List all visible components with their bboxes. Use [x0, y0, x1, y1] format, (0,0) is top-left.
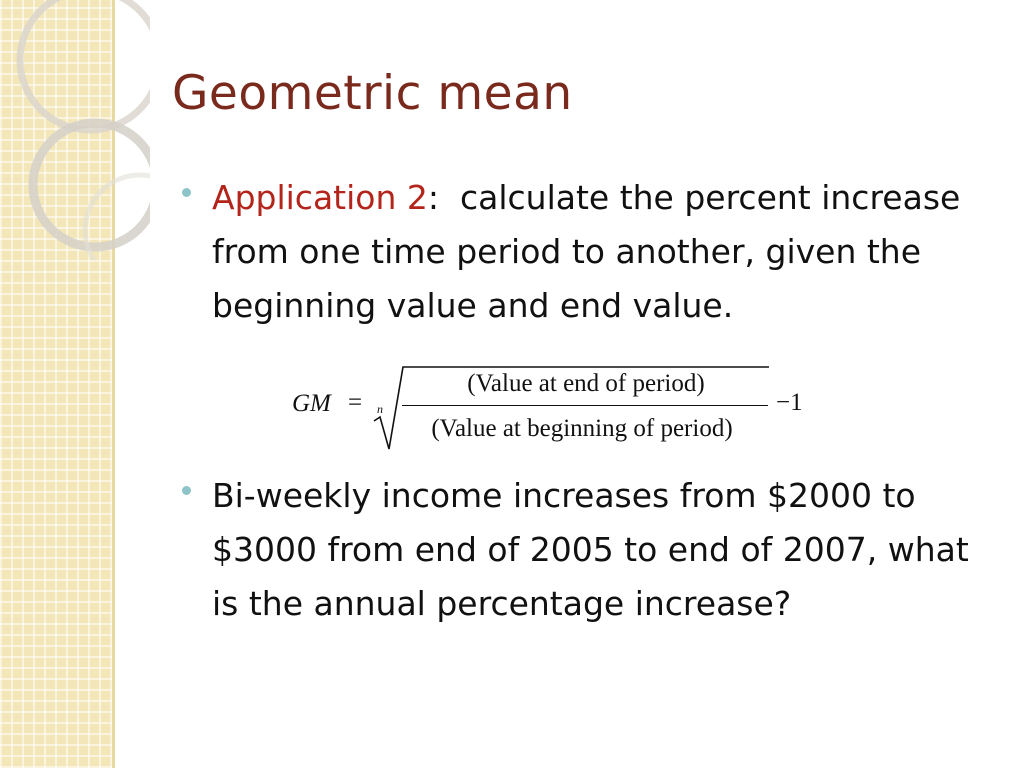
example-text: Bi-weekly income increases from $2000 to $3000 from end of 2005 to end of 2007, what is the annual percentage increase? — [212, 476, 969, 623]
bullet-text — [212, 171, 1002, 333]
fraction-bar — [402, 405, 768, 406]
formula-root-index: n — [377, 402, 383, 416]
formula-numerator: (Value at end of period) — [467, 370, 705, 397]
slide-title: Geometric mean — [172, 66, 573, 121]
application-label: Application 2 — [212, 178, 428, 217]
geometric-mean-formula — [292, 365, 812, 455]
application-description: calculate the percent increase from one time period to another, given the beginning value and end value. — [212, 178, 971, 325]
formula-equals: = — [348, 389, 363, 416]
bullet-application — [182, 171, 1002, 333]
formula-lhs: GM — [292, 390, 331, 417]
bullet-dot-icon — [182, 188, 191, 197]
formula-denominator: (Value at beginning of period) — [431, 415, 733, 442]
bullet-example — [182, 469, 972, 631]
bullet-dot-icon — [182, 486, 191, 495]
application-colon: : — [427, 178, 439, 217]
decorative-rings-icon — [0, 0, 150, 260]
formula-minus-one: −1 — [776, 389, 803, 416]
